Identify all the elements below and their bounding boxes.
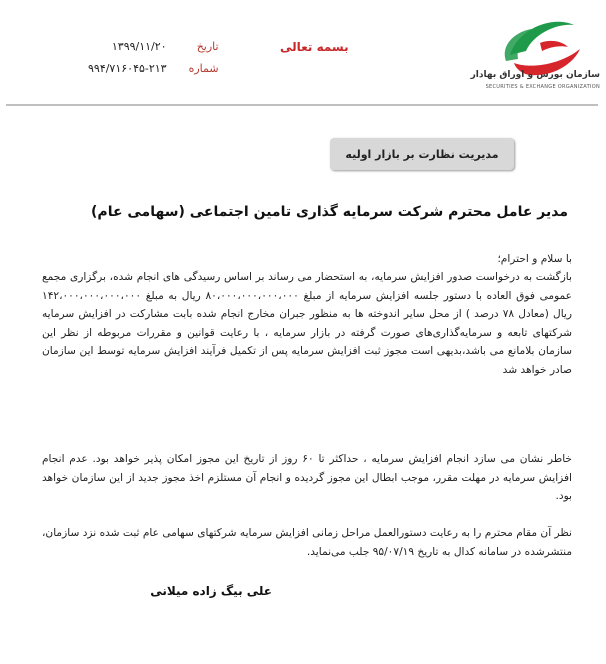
greeting: با سلام و احترام؛ [497, 253, 572, 265]
recipient-department: مدیریت نظارت بر بازار اولیه [345, 147, 499, 161]
date-value: ۱۳۹۹/۱۱/۲۰ [111, 40, 167, 53]
signature-name: علی بیگ زاده میلانی [150, 584, 272, 598]
basmala: بسمه تعالی [280, 40, 349, 54]
addressee: مدیر عامل محترم شرکت سرمایه گذاری تامین اجتماعی (سهامی عام) [91, 204, 568, 220]
paragraph-approval: بازگشت به درخواست صدور افزایش سرمایه، به استحضار می رساند بر اساس رسیدگی های انجام شده، برگزاری مجمع عمومی فوق العاده با دستور جلسه افزایش سرمایه از مبلغ ۸۰،۰۰۰،۰۰۰،۰۰۰،۰۰۰ ریال به مبلغ ۱۴۲،۰۰۰،۰۰۰،۰۰۰،۰۰۰ ریال (معادل ۷۸ درصد ) از محل سایر اندوخته ها به منظور جبران مخارج انجام شده بابت مشارکت در افزایش سرمایه شرکتهای تابعه و سرمایه‌گذاری‌های صورت گرفته در بازار سرمایه ، با رعایت قوانین و مقررات مربوطه از نظر این سازمان بلامانع می باشد،بدیهی است مجوز ثبت افزایش سرمایه پس از تکمیل فرآیند افزایش سرمایه توسط این سازمان صادر خواهد شد [42, 271, 573, 376]
paragraph-deadline: خاطر نشان می سازد انجام افزایش سرمایه ، حداکثر تا ۶۰ روز از تاریخ این مجوز امکان پذیر خواهد بود. عدم انجام افزایش سرمایه در مهلت مقرر، موجب ابطال این مجوز گردیده و انجام آن مستلزم اخذ مجوز جدید از این سازمان خواهد بود. [42, 453, 572, 503]
number-row [88, 58, 219, 80]
organization-name: سازمان بورس و اوراق بهادار [470, 70, 600, 80]
number-label: شماره [188, 62, 219, 75]
number-value: ۹۹۴/۷۱۶۰۴۵-۲۱۳ [88, 62, 167, 75]
date-label: تاریخ [196, 40, 219, 53]
recipient-department-box [330, 138, 514, 170]
letter-meta [88, 36, 219, 80]
paragraph-guideline: نظر آن مقام محترم را به رعایت دستورالعمل مراحل زمانی افزایش سرمایه شرکتهای سهامی عام ثبت شده نزد سازمان، منتشرشده در سامانه کدال به تاریخ ۹۵/۰۷/۱۹ جلب می‌نماید. [42, 527, 572, 558]
organization-subtitle: SECURITIES & EXCHANGE ORGANIZATION [485, 84, 600, 90]
date-row [88, 36, 219, 58]
header-divider [6, 104, 598, 106]
seo-logo-icon [470, 5, 600, 105]
